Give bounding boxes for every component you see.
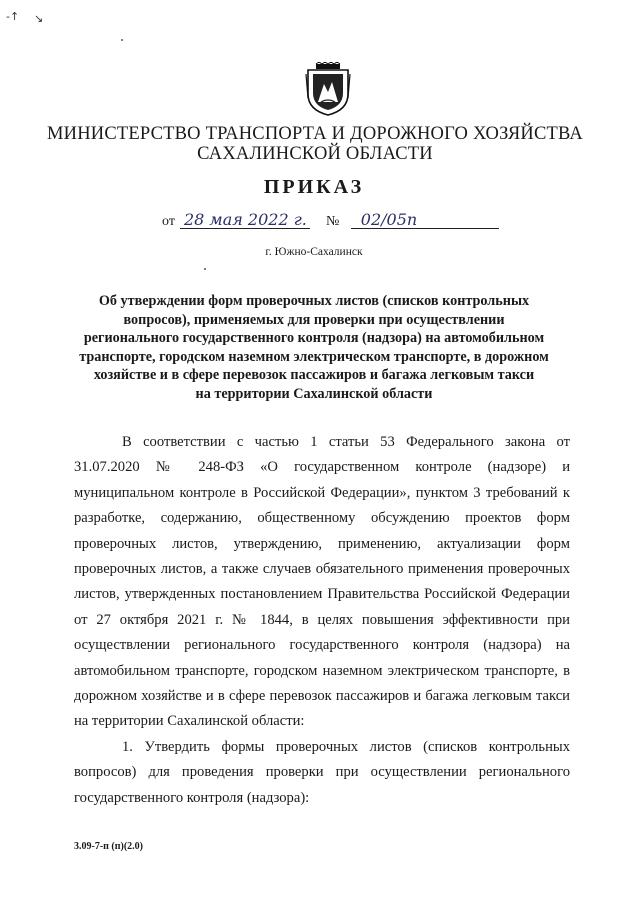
scan-mark: -↑ (6, 10, 20, 23)
city-label: г. Южно-Сахалинск (265, 246, 363, 258)
body-paragraph: В соответствии с частью 1 статьи 53 Федерального закона от 31.07.2020 № 248-ФЗ «О государственном контроле (надзоре) и муниципальном контроле в Российской Федерации», пунктом 3 требований к разработке, содержанию, общественному обсуждению проектов форм проверочных листов, утверждению, применению, актуализации форм проверочных листов, а также случаев обязательного применения проверочных листов, утвержденных постановлением Правительства Российской Федерации от 27 октября 2021 г. № 1844, в целях повышения эффективности при осуществлении регионального государственного контроля (надзора) на автомобильном транспорте, городском наземном электрическом транспорте, в дорожном хозяйстве и в сфере перевозок пассажиров и багажа легковым такси на территории Сахалинской области: (74, 434, 570, 730)
ministry-name (40, 124, 590, 164)
number-sign: № (325, 214, 340, 229)
ministry-line: САХАЛИНСКОЙ ОБЛАСТИ (197, 144, 433, 164)
scan-speck (121, 39, 123, 41)
subject-line: регионального государственного контроля (надзора) на автомобильном (83, 330, 545, 346)
handwritten-date: 28 мая 2022 г. (180, 212, 310, 229)
ministry-line: МИНИСТЕРСТВО ТРАНСПОРТА И ДОРОЖНОГО ХОЗЯЙСТВА (47, 124, 583, 144)
subject-line: хозяйстве и в сфере перевозок пассажиров и багажа легковым такси (93, 367, 535, 383)
document-form-code: 3.09-7-п (п)(2.0) (74, 841, 144, 852)
handwritten-order-number: 02/05п (351, 212, 499, 229)
order-date-number-line (162, 212, 499, 230)
document-type-title: ПРИКАЗ (263, 176, 365, 198)
body-paragraph: 1. Утвердить формы проверочных листов (списков контрольных вопросов) для проведения проверки при осуществлении регионального государственного контроля (надзора): (74, 738, 570, 806)
order-body (74, 430, 570, 811)
subject-line: вопросов), применяемых для проверки при осуществлении (123, 311, 505, 328)
subject-line: транспорте, городском наземном электрическом транспорте, в дорожном (79, 348, 549, 365)
date-prefix: от (162, 214, 175, 229)
scan-mark: ↘ (34, 12, 44, 25)
sakhalin-coat-of-arms-icon (304, 62, 352, 116)
subject-line: Об утверждении форм проверочных листов (списков контрольных (98, 293, 530, 309)
scan-speck (204, 268, 206, 270)
order-subject (70, 292, 558, 403)
subject-line: на территории Сахалинской области (195, 385, 433, 402)
